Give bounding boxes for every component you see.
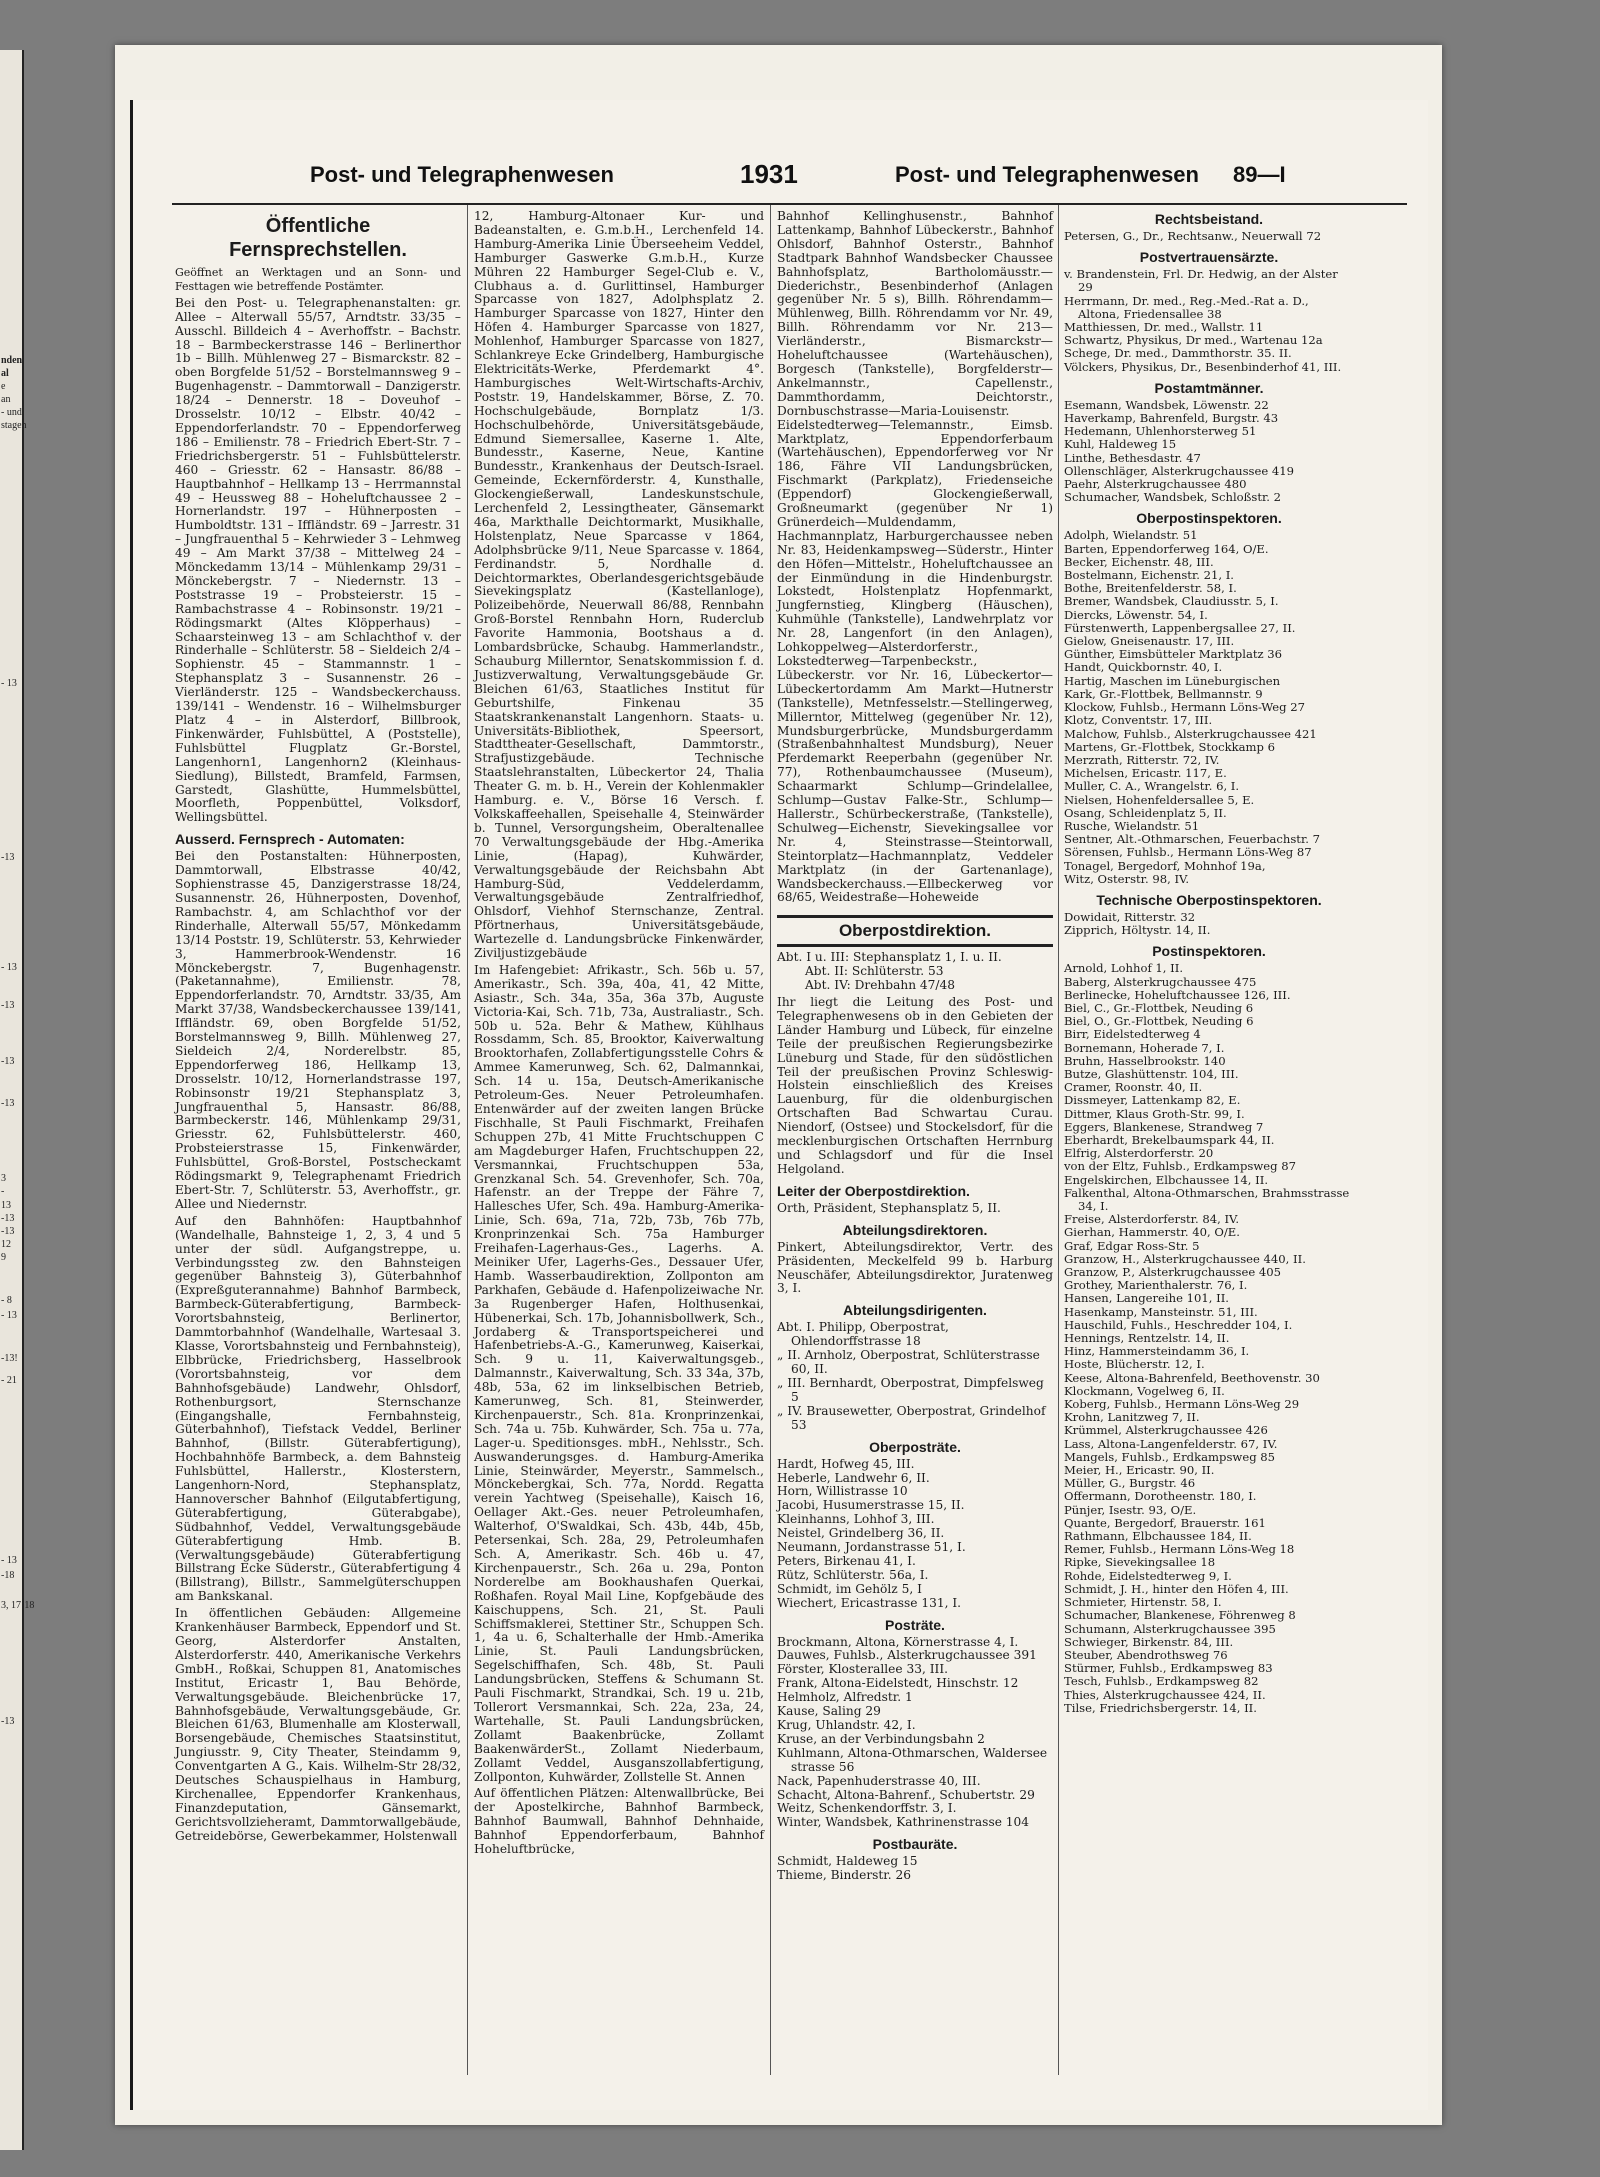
list-item: Wiechert, Ericastrasse 131, I. bbox=[777, 1595, 962, 1610]
subheading: Posträte. bbox=[885, 1616, 945, 1633]
header-rule bbox=[172, 203, 1407, 205]
list-item: Zipprich, Höltystr. 14, II. bbox=[1064, 923, 1211, 938]
list-item: Kause, Saling 29 bbox=[777, 1704, 881, 1719]
list-item: Birr, Eidelstedterweg 4 bbox=[1064, 1027, 1201, 1042]
list-item: Dowidait, Ritterstr. 32 bbox=[1064, 909, 1196, 924]
list bbox=[1064, 399, 1354, 505]
list-item: Malchow, Fuhlsb., Alsterkrugchaussee 421 bbox=[1064, 726, 1317, 741]
paragraph: Bei den Post- u. Telegraphenanstalten: gr. Allee – Alterwall 55/57, Arndtstr. 33/35 – Ausschl. Billdeich 4 – Averhoffstr. – Bachstr. 18 – Barmbeckerstrasse 146 – Berlinerthor 1b – Billh. Mühlenweg 27 – Bismarckstr. 82 – oben Borgfelde 51/52 – Borstelmannsweg 9 – Bugenhagenstr. – Dammtorwall – Danzigerstr. 18/24 – Dennerstr. 18 – Doveuhof – Drosselstr. 10/12 – Elbstr. 40/42 – Eppendorferlandstr. 70 – Eppendorferweg 186 – Emilienstr. 78 – Friedrich Ebert-Str. 7 – Friedrichsbergerstr. 51 – Fuhlsbüttelerstr. 460 – Griesstr. 62 – Hansastr. 86/88 – Hauptbahnhof – Hellkamp 13 – Herrmannstal 49 – Heussweg 88 – Hoheluftchaussee 2 – Hornerlandstr. 197 – Hühnerposten – Humboldtstr. 131 – Iffländstr. 69 – Jarrestr. 31 – Jungfrauenthal 5 – Kehrwieder 3 – Lehmweg 49 – Am Markt 37/38 – Mittelweg 24 – Mönckedamm 13/14 – Mühlenkamp 29/31 – Mönckebergstr. 7 – Niedernstr. 13 – Poststrasse 19 – Probsteierstr. 15 – Rambachstrasse 4 – Robinsonstr. 19/21 – Rödingsmarkt (Altes Klöpperhaus) – Schaarsteinweg 13 – am Schlachthof v. der Rinderhalle – Schlüterstr. 58 – Sieldeich 2/4 – Sophienstr. 45 – Stammannstr. 1 – Stephansplatz 3 – Susannenstr. 26 – Vierländerstr. 125 – Wandsbeckerchauss. 139/141 – Wendenstr. 16 – Wilhelmsburger Platz 4 – in Alsterdorf, Billbrook, Finkenwärder, Fuhlsbüttel, A (Poststelle), Fuhlsbüttel Flugplatz Gr.-Borstel, Langenhorn1, Langenhorn2 (Kleinhaus-Siedlung), Billstedt, Bramfeld, Farmsen, Garstedt, Glashütte, Hummelsbüttel, Moorfleth, Poppenbüttel, Volksdorf, Wellingsbüttel. bbox=[175, 295, 461, 825]
list-item: Kuhlmann, Altona-Othmarschen, Waldersee strasse 56 bbox=[777, 1745, 1048, 1774]
list-item: Arnold, Lohhof 1, II. bbox=[1064, 961, 1184, 976]
list-item: Osang, Schleidenplatz 5, II. bbox=[1064, 805, 1227, 820]
list-item: Hartig, Maschen im Lüneburgischen bbox=[1064, 673, 1281, 688]
list-item: Schmidt, im Gehölz 5, I bbox=[777, 1581, 922, 1596]
paragraph: Ihr liegt die Leitung des Post- und Telegraphenwesens ob in den Gebieten der Länder Hamburg und Lübeck, für einzelne Teile der preußischen Regierungsbezirke Lüneburg und Stade, für den südöstlichen Teil der preußischen Provinz Schleswig-Holstein einschließlich des Kreises Lauenburg, für die oldenburgischen Ortschaften Bad Schwartau Curau. Niendorf, (Ostsee) und Stockelsdorf, für die mecklenburgischen Ortschaften Herrnburg und Schlagsdorf und für die Insel Helgoland. bbox=[777, 995, 1053, 1176]
list-item: Barten, Eppendorferweg 164, O/E. bbox=[1064, 541, 1269, 556]
strip-text: 9 bbox=[1, 1252, 6, 1263]
paragraph: In öffentlichen Gebäuden: Allgemeine Krankenhäuser Barmbeck, Eppendorf und St. Georg, Alsterdorfer Anstalten, Alsterdorferstr. 440, Amerikanische Verkehrs GmbH., Roßkai, Schuppen 81, Anatomisches Institut, Ericastr 1, Bau Behörde, Verwaltungsgebäude. Bleichenbrücke 17, Bahnhofsgebäude, Verwaltungsgebäude, Gr. Bleichen 61/63, Blumenhalle am Klosterwall, Borsengebäude, Chemisches Staatsinstitut, Jungiusstr. 9, City Theater, Steindamm 9, Conventgarten A G., Kais. Wilhelm-Str 28/32, Deutsches Schauspielhaus in Hamburg, Kirchenallee, Eppendorfer Krankenhaus, Finanzdeputation, Gänsemarkt, Gerichtsvollzieheramt, Dammtorwallgebäude, Getreidebörse, Gewerbekammer, Holstenwall bbox=[175, 1606, 461, 1843]
list-item: Mangels, Fuhlsb., Erdkampsweg 85 bbox=[1064, 1449, 1276, 1464]
list-item: Gielow, Gneisenaustr. 17, III. bbox=[1064, 634, 1235, 649]
paragraph: Bahnhof Kellinghusenstr., Bahnhof Lattenkamp, Bahnhof Lübeckerstr., Bahnhof Ohlsdorf, Bahnhof Osterstr., Bahnhof Stadtpark Bahnhof Wandsbecker Chaussee Bahnhofsplatz, Bartholomäusstr.—Diederichstr., Besenbinderhof (Anlagen gegenüber Nr. 5 s), Billh. Röhrendamm—Mühlenweg, Billh. Röhrendamm vor Nr. 49, Billh. Röhrendamm vor Nr. 213—Vierländerstr., Bismarckstr—Hoheluftchaussee (Wartehäuschen), Borgesch (Tankstelle), Borgfelderstr—Ankelmannstr., Capellenstr., Dammthordamm, Deichtorstr., Dornbuschstrasse—Maria-Louisenstr. Eidelstedterweg—Telemannstr., Eimsb. Marktplatz, Eppendorferbaum (Wartehäuschen), Eppendorferweg vor Nr 186, Fähre VII Landungsbrücken, Fischmarkt (Parkplatz), Friedenseiche (Eppendorf) Glockengießerwall, Großneumarkt (gegenüber Nr 1) Grünerdeich—Muldendamm, Hachmannplatz, Harburgerchaussee neben Nr. 83, Heidenkampsweg—Süderstr., Hinter den Höfen—Mittelstr., Hoheluftchaussee an der Einmündung in die Hindenburgstr. Lokstedt, Holstenplatz Hopfenmarkt, Jungfernstieg, Klingberg (Häuschen), Kuhmühle (Tankstelle), Landwehrplatz vor Nr. 28, Langenfort (in den Anlagen), Lohkoppelweg—Alsterdorferstr., Lokstedterweg—Tarpenbeckstr., Lübeckerstr. vor Nr. 16, Lübeckertor—Lübeckertordamm Am Markt—Hutnerstr (Tankstelle), Metnfesselstr.—Stellingerweg, Millerntor, Mittelweg (gegenüber Nr. 12), Mundsburgerbrücke, Mundsburgerdamm (Straßenbahnhaltest Mundsburg), Neuer Pferdemarkt Reeperbahn (gegenüber Nr. 77), Rothenbaumchaussee (Museum), Schaarmarkt Schlump—Grindelallee, Schlump—Gustav Falke-Str., Schlump—Hallerstr., Schürbeckerstraße, (Tankstelle), Schulweg—Eichenstr, Sievekingsallee vor Nr. 4, Steinstrasse—Steintorwall, Steintorplatz—Hachmannplatz, Veddeler Marktplatz (in der Gartenanlage), Wandsbeckerchauss.—Ellbeckerweg vor 68/65, Weidestraße—Hoheweide bbox=[777, 209, 1053, 905]
list-item: Tonagel, Bergedorf, Mohnhof 19a, bbox=[1064, 858, 1266, 873]
page-number: 89—I bbox=[1233, 162, 1286, 187]
address-line: Abt. II: Schlüterstr. 53 bbox=[805, 964, 944, 979]
list-item: Elfrig, Alsterdorferstr. 20 bbox=[1064, 1146, 1214, 1161]
list-item: Dauwes, Fuhlsb., Alsterkrugchaussee 391 bbox=[777, 1648, 1037, 1663]
list-item: Ripke, Sievekingsallee 18 bbox=[1064, 1555, 1216, 1570]
list-item: Nack, Papenhuderstrasse 40, III. bbox=[777, 1773, 981, 1788]
list-item: Hinz, Hammersteindamm 36, I. bbox=[1064, 1344, 1250, 1359]
header-year: 1931 bbox=[740, 159, 798, 189]
list-item: Klotz, Conventstr. 17, III. bbox=[1064, 713, 1213, 728]
list-item: Rohde, Eidelstedterweg 9, I. bbox=[1064, 1568, 1232, 1583]
paragraph: Bei den Postanstalten: Hühnerposten, Dammtorwall, Elbstrasse 40/42, Sophienstrasse 45, Danzigerstrasse 18/24, Susannenstr. 26, Hühnerposten, Dovenhof, Rambachstr. 4, am Schlachthof vor der Rinderhalle, Alterwall 55/57, Mönkedamm 13/14 Poststr. 19, Schlüterstr. 53, Kehrwieder 3, Hammerbrook-Wendenstr. 16 Mönckebergstr. 7, Bugenhagenstr. (Paketannahme), Emilienstr. 78, Eppendorferlandstr. 70, Arndtstr. 33/35, Am Markt 37/38, Wandsbeckerchaussee 139/141, Iffländstr. 69, oben Borgfelde 51/52, Borstelmannsweg 9, Billh. Mühlenweg 27, Sieldeich 2/4, Norderelbstr. 85, Eppendorferweg 186, Hellkamp 13, Drosselstr. 10/12, Hornerlandstrasse 197, Robinsonstr 19/21 Stephansplatz 3, Jungfrauenthal 5, Hansastr. 86/88, Barmbeckerstr. 146, Mühlenkamp 29/31, Griesstr. 62, Fuhlsbüttelerstr. 460, Probsteierstrasse 15, Finkenwärder, Fuhlsbüttel, Groß-Borstel, Postscheckamt Rödingsmarkt 9, Telegraphenamt Friedrich Ebert-Str. 7, Schlüterstr. 53, Averhoffstr., gr. Allee und Niedernstr. bbox=[175, 849, 461, 1211]
paragraph: Auf öffentlichen Plätzen: Altenwallbrücke, Bei der Apostelkirche, Bahnhof Barmbeck, Bahnhof Baumwall, Bahnhof Dehnhaide, Bahnhof Eppendorferbaum, Bahnhof Hoheluftbrücke, bbox=[474, 1786, 764, 1857]
list-item: Schumacher, Blankenese, Föhrenweg 8 bbox=[1064, 1608, 1296, 1623]
list-item: Neumann, Jordanstrasse 51, I. bbox=[777, 1540, 966, 1555]
list-item: Pünjer, Isestr. 93, O/E. bbox=[1064, 1502, 1197, 1517]
strip-text: stagen bbox=[1, 420, 27, 431]
strip-text: - 13 bbox=[1, 1555, 17, 1566]
list-item: Matthiessen, Dr. med., Wallstr. 11 bbox=[1064, 320, 1264, 335]
list bbox=[1064, 268, 1354, 374]
list-item: Steuber, Abendrothsweg 76 bbox=[1064, 1647, 1228, 1662]
list-item: Thies, Alsterkrugchaussee 424, II. bbox=[1064, 1687, 1266, 1702]
list-item: Thieme, Binderstr. 26 bbox=[777, 1868, 912, 1883]
column-4 bbox=[1064, 210, 1354, 2090]
list-item: Eberhardt, Brekelbaumspark 44, II. bbox=[1064, 1132, 1275, 1147]
strip-text: -13! bbox=[1, 1353, 18, 1364]
list-item: Fürstenwerth, Lappenbergsallee 27, II. bbox=[1064, 620, 1296, 635]
list-item: Witz, Osterstr. 98, IV. bbox=[1064, 871, 1190, 886]
list-item: Jacobi, Husumerstrasse 15, II. bbox=[777, 1498, 965, 1513]
strip-text: - 13 bbox=[1, 678, 17, 689]
list-item: Ollenschläger, Alsterkrugchaussee 419 bbox=[1064, 463, 1295, 478]
list-item: Hasenkamp, Mansteinstr. 51, III. bbox=[1064, 1304, 1258, 1319]
oberpostdirektion-box bbox=[777, 915, 1053, 947]
list-item: Herrmann, Dr. med., Reg.-Med.-Rat a. D., Altona, Friedensallee 38 bbox=[1064, 293, 1309, 321]
list-item: Hedemann, Uhlenhorsterweg 51 bbox=[1064, 424, 1257, 439]
list-item: Krug, Uhlandstr. 42, I. bbox=[777, 1718, 916, 1732]
address-line: Abt. I u. III: Stephansplatz 1, I. u. II. bbox=[777, 950, 1002, 965]
header-right-title: Post- und Telegraphenwesen bbox=[895, 162, 1199, 187]
column-1 bbox=[175, 210, 461, 2090]
list bbox=[777, 1321, 1053, 1432]
list-item: Horn, Willistrasse 10 bbox=[777, 1484, 908, 1499]
list-item: Offermann, Dorotheenstr. 180, I. bbox=[1064, 1489, 1257, 1504]
list-item: von der Eltz, Fuhlsb., Erdkampsweg 87 bbox=[1064, 1159, 1296, 1174]
strip-text: - 21 bbox=[1, 1375, 17, 1386]
list-item: Biel, C., Gr.-Flottbek, Neuding 6 bbox=[1064, 1000, 1254, 1015]
list-item: Bostelmann, Eichenstr. 21, I. bbox=[1064, 568, 1234, 583]
paragraph: Geöffnet an Werktagen und an Sonn- und Festtagen wie betreffende Postämter. bbox=[175, 266, 461, 293]
list-item: Lass, Altona-Langenfelderstr. 67, IV. bbox=[1064, 1436, 1278, 1451]
list-item: Granzow, H., Alsterkrugchaussee 440, II. bbox=[1064, 1251, 1306, 1266]
list-item: Michelsen, Ericastr. 117, E. bbox=[1064, 766, 1227, 781]
subheading: Technische Oberpostinspektoren. bbox=[1096, 891, 1322, 908]
running-header bbox=[175, 159, 1315, 196]
list-item: Schmidt, Haldeweg 15 bbox=[777, 1854, 918, 1869]
column-2 bbox=[474, 210, 764, 2090]
list-item: Granzow, P., Alsterkrugchaussee 405 bbox=[1064, 1265, 1282, 1280]
strip-text: al bbox=[1, 368, 9, 379]
strip-text: nden bbox=[1, 355, 23, 366]
list-item: Krümmel, Alsterkrugchaussee 426 bbox=[1064, 1423, 1268, 1438]
strip-text: 12 bbox=[1, 1239, 11, 1250]
list-item: Dittmer, Klaus Groth-Str. 99, I. bbox=[1064, 1106, 1245, 1121]
strip-text: e bbox=[1, 381, 6, 392]
list-item: Krohn, Lanitzweg 7, II. bbox=[1064, 1410, 1200, 1425]
list-item: Kleinhanns, Lohhof 3, III. bbox=[777, 1512, 935, 1527]
list-item: Falkenthal, Altona-Othmarschen, Brahmsstrasse 34, I. bbox=[1064, 1185, 1350, 1213]
list-item: Butze, Glashüttenstr. 104, III. bbox=[1064, 1066, 1239, 1081]
list-item: Baberg, Alsterkrugchaussee 475 bbox=[1064, 974, 1257, 989]
list-item: Klockow, Fuhlsb., Hermann Löns-Weg 27 bbox=[1064, 700, 1305, 715]
list-item: Esemann, Wandsbek, Löwenstr. 22 bbox=[1064, 397, 1269, 412]
list-item: Frank, Altona-Eidelstedt, Hinschstr. 12 bbox=[777, 1676, 1019, 1691]
list-item: Rathmann, Elbchaussee 184, II. bbox=[1064, 1529, 1252, 1544]
list-item: Weitz, Schenkendorffstr. 3, I. bbox=[777, 1801, 957, 1816]
list-item: Paehr, Alsterkrugchaussee 480 bbox=[1064, 477, 1247, 492]
list-item: Müller, G., Burgstr. 46 bbox=[1064, 1476, 1196, 1491]
list-item: Schmieter, Hirtenstr. 58, I. bbox=[1064, 1595, 1222, 1610]
list-item: Eggers, Blankenese, Strandweg 7 bbox=[1064, 1119, 1264, 1134]
list-item: Schege, Dr. med., Dammthorstr. 35. II. bbox=[1064, 346, 1292, 361]
strip-text: - 13 bbox=[1, 962, 17, 973]
list-item: Hennings, Rentzelstr. 14, II. bbox=[1064, 1331, 1230, 1346]
list-item: Bothe, Breitenfelderstr. 58, I. bbox=[1064, 581, 1237, 596]
strip-text: -13 bbox=[1, 1716, 15, 1727]
adjacent-page-strip bbox=[0, 50, 35, 2150]
list-item: Rusche, Wielandstr. 51 bbox=[1064, 818, 1200, 833]
list bbox=[1064, 962, 1354, 1715]
list-item: Tilse, Friedrichsbergerstr. 14, II. bbox=[1064, 1700, 1257, 1715]
list-item: Bornemann, Hoherade 7, I. bbox=[1064, 1040, 1225, 1055]
subheading: Postvertrauensärzte. bbox=[1139, 249, 1279, 266]
list-item: Förster, Klosterallee 33, III. bbox=[777, 1662, 949, 1677]
column-divider bbox=[770, 205, 771, 2075]
list-item: Graf, Edgar Ross-Str. 5 bbox=[1064, 1238, 1200, 1253]
subheading: Rechtsbeistand. bbox=[1154, 211, 1264, 227]
strip-text: -13 bbox=[1, 1213, 15, 1224]
list-item: Völckers, Physikus, Dr., Besenbinderhof 41, III. bbox=[1064, 359, 1342, 374]
strip-text: -13 bbox=[1, 1226, 15, 1237]
subheading: Ausserd. Fernsprech - Automaten: bbox=[175, 831, 405, 848]
list-item: Becker, Eichenstr. 48, III. bbox=[1064, 554, 1214, 569]
list-item: Schmidt, J. H., hinter den Höfen 4, III. bbox=[1064, 1581, 1289, 1596]
column-divider bbox=[1058, 205, 1059, 2075]
strip-text: - bbox=[1, 1186, 5, 1197]
list-item: Kark, Gr.-Flottbek, Bellmannstr. 9 bbox=[1064, 686, 1263, 701]
strip-text: 3, 17·18 bbox=[1, 1600, 35, 1611]
subheading: Abteilungsdirektoren. bbox=[842, 1221, 988, 1238]
list-item: „ II. Arnholz, Oberpostrat, Schlüterstrasse 60, II. bbox=[777, 1348, 1040, 1377]
list-item: Tesch, Fuhlsb., Erdkampsweg 82 bbox=[1064, 1674, 1259, 1689]
strip-text: -13 bbox=[1, 1000, 15, 1011]
strip-text: -13 bbox=[1, 1056, 15, 1067]
section-title: Öffentliche Fernsprechstellen. bbox=[229, 215, 407, 261]
list-item: Hansen, Langereihe 101, II. bbox=[1064, 1291, 1229, 1306]
paragraph: Petersen, G., Dr., Rechtsanw., Neuerwall 72 bbox=[1064, 229, 1322, 243]
list-item: Koberg, Fuhlsb., Hermann Löns-Weg 29 bbox=[1064, 1397, 1300, 1412]
strip-text: 13 bbox=[1, 1200, 11, 1211]
list-item: Günther, Eimsbütteler Marktplatz 36 bbox=[1064, 647, 1283, 662]
list-item: Martens, Gr.-Flottbek, Stockkamp 6 bbox=[1064, 739, 1276, 754]
list-item: Peters, Birkenau 41, I. bbox=[777, 1553, 916, 1568]
subheading: Leiter der Oberpostdirektion. bbox=[777, 1182, 970, 1199]
header-left-title: Post- und Telegraphenwesen bbox=[310, 162, 614, 187]
list-item: Schwieger, Birkenstr. 84, III. bbox=[1064, 1634, 1234, 1649]
subheading: Postinspektoren. bbox=[1152, 943, 1266, 960]
list-item: Klockmann, Vogelweg 6, II. bbox=[1064, 1383, 1225, 1398]
subheading: Postamtmänner. bbox=[1154, 379, 1264, 396]
list-item: Sentner, Alt.-Othmarschen, Feuerbachstr. 7 bbox=[1064, 832, 1320, 847]
paragraph: Pinkert, Abteilungsdirektor, Vertr. des Präsidenten, Meckelfeld 99 b. Harburg Neuschäfer, Abteilungsdirektor, Juratenweg 3, I. bbox=[777, 1239, 1053, 1296]
strip-text: -18 bbox=[1, 1570, 15, 1581]
section-title: Oberpostdirektion. bbox=[838, 921, 992, 941]
list-item: Schumann, Alsterkrugchaussee 395 bbox=[1064, 1621, 1276, 1636]
column-3 bbox=[777, 210, 1053, 2090]
list-item: Haverkamp, Bahrenfeld, Burgstr. 43 bbox=[1064, 411, 1279, 426]
list-item: Stürmer, Fuhlsb., Erdkampsweg 83 bbox=[1064, 1661, 1273, 1676]
subheading: Oberposträte. bbox=[869, 1438, 961, 1455]
list-item: Bremer, Wandsbek, Claudiusstr. 5, I. bbox=[1064, 594, 1279, 609]
address-line: Abt. IV: Drehbahn 47/48 bbox=[805, 978, 956, 993]
list bbox=[777, 1636, 1053, 1831]
list-item: Remer, Fuhlsb., Hermann Löns-Weg 18 bbox=[1064, 1542, 1295, 1557]
list-item: Handt, Quickbornstr. 40, I. bbox=[1064, 660, 1223, 675]
list-item: Abt. I. Philipp, Oberpostrat, Ohlendorffstrasse 18 bbox=[777, 1320, 949, 1349]
list-item: Hardt, Hofweg 45, III. bbox=[777, 1456, 915, 1471]
paragraph: Orth, Präsident, Stephansplatz 5, II. bbox=[777, 1200, 1001, 1215]
list-item: Keese, Altona-Bahrenfeld, Beethovenstr. 30 bbox=[1064, 1370, 1320, 1385]
list bbox=[777, 1458, 1053, 1611]
strip-text: 3 bbox=[1, 1173, 6, 1184]
list-item: „ IV. Brausewetter, Oberpostrat, Grindelhof 53 bbox=[777, 1403, 1046, 1432]
list-item: Gierhan, Hammerstr. 40, O/E. bbox=[1064, 1225, 1240, 1240]
list-item: v. Brandenstein, Frl. Dr. Hedwig, an der Alster 29 bbox=[1064, 267, 1338, 295]
list-item: Schacht, Altona-Bahrenf., Schubertstr. 29 bbox=[777, 1787, 1035, 1802]
list-item: Quante, Bergedorf, Brauerstr. 161 bbox=[1064, 1515, 1266, 1530]
paragraph: 12, Hamburg-Altonaer Kur- und Badeanstalten, e. G.m.b.H., Lerchenfeld 14. Hamburg-Amerika Linie Überseeheim Veddel, Hamburger Gaswerke G.m.b.H., Kurze Mühren 22 Hamburger Segel-Club e. V., Clubhaus a. d. Gurlittinsel, Hamburger Sparcasse von 1827, Adolphsplatz 2. Hamburger Sparcasse von 1827, Hinter den Höfen 4. Hamburger Sparcasse von 1827, Mohlenhof, Hamburger Sparcasse von 1827, Schlankreye Ecke Grindelberg, Hamburgische Elektricitäts-Werke, Pferdemarkt 4°. Hamburgisches Welt-Wirtschafts-Archiv, Poststr. 19, Handelskammer, Börse, Z. 70. Hochschulgebäude, Bornplatz 1/3. Hochschulbehörde, Universitätsgebäude, Edmund Siemersallee, Kaserne 1. Alte, Bundesstr., Kaserne, Neue, Kantine Bundesstr., Krankenhaus der Deutsch-Israel. Gemeinde, Eckernförderstr. 4, Kunsthalle, Glockengießerwall, Landeskunstschule, Lerchenfeld 2, Lessingtheater, Gänsemarkt 46a, Markthalle Deichtormarkt, Musikhalle, Holstenplatz, Neue Sparcasse v 1864, Adolphsbrücke 9/11, Neue Sparcasse v. 1864, Ferdinandstr. 5, Nordhalle d. Deichtormarktes, Oberlandesgerichtsgebäude Sievekingsplatz (Kastellanloge), Polizeibehörde, Neuerwall 86/88, Rennbahn Groß-Borstel Rennbahn Horn, Ruderclub Favorite Hammonia, Bootshaus a d. Lombardsbrücke, Schaubg. Hammerlandstr., Schauburg Millerntor, Senatskommission f. d. Justizverwaltung, Verwaltungsgebäude Gr. Bleichen 61/63, Staatliches Institut für Geburtshilfe, Finkenau 35 Staatskrankenanstalt Langenhorn. Staats- u. Universitäts-Bibliothek, Speersort, Stadttheater-Gesellschaft, Dammtorstr., Strafjustizgebäude. Technische Staatslehranstalten, Lübeckertor 24, Thalia Theater G. m. b. H., Verein der Kohlenmakler Hamburg. e. V., Börse 16 Versch. f. Volkskaffeehallen, Speisehalle 4, Steinwärder b. Tunnel, Versorgungsheim, Oberaltenallee 70 Verwaltungsgebäude der Hbg.-Amerika Linie, (Hapag), Kuhwärder, Verwaltungsgebäude der Reichsbahn Abt Hamburg-Süd, Veddelerdamm, Verwaltungsgebäude Zentralfriedhof, Ohlsdorf, Viehhof Sternschanze, Zentral. Pförtnerhaus, Universitätsgebäude, Wartezelle d. Landungsbrücke Finkenwärder, Ziviljustizgebäude bbox=[474, 209, 764, 961]
list-item: Adolph, Wielandstr. 51 bbox=[1064, 528, 1198, 543]
list-item: Hoste, Blücherstr. 12, I. bbox=[1064, 1357, 1205, 1372]
list-item: Helmholz, Alfredstr. 1 bbox=[777, 1690, 913, 1705]
list-item: Brockmann, Altona, Körnerstrasse 4, I. bbox=[777, 1634, 1019, 1649]
list-item: Engelskirchen, Elbchaussee 14, II. bbox=[1064, 1172, 1269, 1187]
list-item: „ III. Bernhardt, Oberpostrat, Dimpfelsweg 5 bbox=[777, 1375, 1044, 1404]
subheading: Abteilungsdirigenten. bbox=[843, 1302, 987, 1319]
list-item: Nielsen, Hohenfeldersallee 5, E. bbox=[1064, 792, 1255, 807]
paragraph: Auf den Bahnhöfen: Hauptbahnhof (Wandelhalle, Bahnsteige 1, 2, 3, 4 und 5 unter der südl. Aufgangstreppe, u. Verbindungssteg zw. den Bahnsteigen gegenüber Bahnsteig 3), Güterbahnhof (Expreßguterannahme) Bahnhof Barmbeck, Barmbeck-Güterabfertigung, Barmbeck-Vorortsbahnsteig, Berlinertor, Dammtorbahnhof (Wandelhalle, Wartesaal 3. Klasse, Vorortsbahnsteig und Fernbahnsteig), Elbbrücke, Friedrichsberg, Hasselbrook (Vorortsbahnsteig, vor dem Bahnhofsgebäude) Landwehr, Ohlsdorf, Rothenburgsort, Sternschanze (Eingangshalle, Fernbahnsteig, Güterbahnhof), Tiefstack Veddel, Berliner Bahnhof, (Billstr. Güterabfertigung), Hochbahnhöfe Barmbeck, a. dem Bahnsteig Fuhlsbüttel, Hallerstr., Klosterstern, Langenhorn-Nord, Stephansplatz, Hannoverscher Bahnhof (Eilgutabfertigung, Güterabfertigung, Güterabgabe), Südbahnhof, Veddel, Verwaltungsgebäude Güterabfertigung Hmb. B. (Verwaltungsgebäude) Güterabfertigung Billstrang Ecke Süderstr., Güterabfertigung 4 (Billstrang), Billstr., Sammelgüterschuppen am Bankskanal. bbox=[175, 1213, 461, 1604]
list bbox=[1064, 911, 1354, 937]
list-item: Merzrath, Ritterstr. 72, IV. bbox=[1064, 752, 1220, 767]
list-item: Biel, O., Gr.-Flottbek, Neuding 6 bbox=[1064, 1014, 1254, 1029]
strip-text: - 13 bbox=[1, 1310, 17, 1321]
list-item: Freise, Alsterdorferstr. 84, IV. bbox=[1064, 1212, 1240, 1227]
list bbox=[777, 1855, 1053, 1883]
strip-text: an bbox=[1, 394, 11, 405]
strip-text: -13 bbox=[1, 1098, 15, 1109]
list-item: Kuhl, Haldeweg 15 bbox=[1064, 437, 1177, 452]
list-item: Kruse, an der Verbindungsbahn 2 bbox=[777, 1731, 985, 1746]
strip-text: - 8 bbox=[1, 1295, 12, 1306]
list-item: Rütz, Schlüterstr. 56a, I. bbox=[777, 1567, 929, 1582]
list-item: Schwartz, Physikus, Dr med., Wartenau 12a bbox=[1064, 333, 1323, 348]
subheading: Postbauräte. bbox=[872, 1836, 958, 1853]
list bbox=[1064, 529, 1354, 885]
paragraph: Im Hafengebiet: Afrikastr., Sch. 56b u. 57, Amerikastr., Sch. 39a, 40a, 41, 42 Mitte, Asiastr., Sch. 34a, 35a, 36a 37b, Auguste Victoria-Kai, Sch. 71b, 73a, Australiastr., Sch. 50b u. 52a. Behr & Mathew, Kühlhaus Rossdamm, Sch. 85, Brooktor, Kaiverwaltung Brooktorhafen, Zollabfertigungsstelle Cohrs & Ammee Kamerunweg, Sch. 62, Dalmannkai, Sch. 14 u. 15a, Deutsch-Amerikanische Petroleum-Ges. Neuer Petroleumhafen. Entenwärder auf der zweiten langen Brücke Fischhalle, St Pauli Fischmarkt, Freihafen Schuppen 27b, 41 Mitte Fruchtschuppen C am Magdeburger Hafen, Fruchtschuppen 22, Versmannkai, Fruchtschuppen 53a, Grenzkanal Sch. 54. Grevenhofer, Sch. 70a, Hafenstr. an der Treppe der Fähre 7, Hallesches Ufer, Sch. 49a. Hamburg-Amerika-Linie, Sch. 69a, 71a, 72b, 73b, 76b 77b, Kronprinzenkai Sch. 75a Hamburger Freihafen-Lagerhaus-Ges., Lagerhs. A. Meiniker Ufer, Lagerhs-Ges., Dessauer Ufer, Hamb. Wasserbaudirektion, Zollponton am Parkhafen, Gebäude d. Hafenpolizeiwache Nr. 3a Rugenberger Hafen, Holthusenkai, Hübenerkai, Sch. 17b, Johannisbollwerk, Sch., Jordaberg & Transportspeicherei und Hafenbetriebs-A.-G., Kamerunweg, Kaiserkai, Sch. 9 u. 11, Kaiverwaltungsgeb., Dalmannstr., Kaiverwaltung, Sch. 33 34a, 37b, 48b, 53a, 62 im linkselbischen Betrieb, Kamerunweg, Sch. 81, Steinwerder, Kirchenpauerstr., Sch. 81a. Kronprinzenkai, Sch. 74a u. 75b. Kuhwärder, Sch. 75a u. 77a, Lager-u. Speditionsges. mbH., Nehlsstr., Sch. Auswanderungsges. d. Hamburg-Amerika Linie, Steinwärder, Meyerstr., Sammelsch., Mönckebergkai, Sch. 77a, Nordd. Regatta verein Yachtweg (Speisehalle), Kaisch 16, Oellager Akt.-Ges. neuer Petroleumhafen, Walterhof, O'Swaldkai, Sch. 43b, 44b, 45b, Petersenkai, Sch. 28a, 29, Petroleumhafen Sch. A, Amerikastr. Sch. 46b u. 47, Kirchenpauerstr., Sch. 26a u. 29a, Ponton Norderelbe am Bookhaushafen Querkai, Roßhafen. Royal Mail Line, Kopfgebäude des Kaischuppens, Sch. 21, St. Pauli Schiffsmaklerei, Stettiner Str., Schuppen Sch. 1, 4a u. 6, Schalterhalle der Hmb.-Amerika Linie, St. Pauli Landungsbrücken, Segelschiffhafen, Sch. 48b, St. Pauli Landungsbrücken, Steffens & Schumann St. Pauli Fischmarkt, Strandkai, Sch. 19 u. 21b, Tollerort Versmannkai, Sch. 22a, 23a, 24, Wartehalle, St. Pauli Landungsbrücken, Zollamt Baakenbrücke, Zollamt BaakenwärderSt., Zollamt Niederbaum, Zollamt Veddel, Ausganszollabfertigung, Zollponton, Kuhwärder, Zollstelle St. Annen bbox=[474, 962, 764, 1784]
subheading: Oberpostinspektoren. bbox=[1136, 510, 1282, 527]
list-item: Meier, H., Ericastr. 90, II. bbox=[1064, 1463, 1215, 1478]
list-item: Neistel, Grindelberg 36, II. bbox=[777, 1526, 945, 1541]
list-item: Dissmeyer, Lattenkamp 82, E. bbox=[1064, 1093, 1241, 1108]
list-item: Berlinecke, Hoheluftchaussee 126, III. bbox=[1064, 987, 1291, 1002]
list-item: Grothey, Marienthalerstr. 76, I. bbox=[1064, 1278, 1248, 1293]
list-item: Heberle, Landwehr 6, II. bbox=[777, 1470, 930, 1485]
list-item: Bruhn, Hasselbrookstr. 140 bbox=[1064, 1053, 1226, 1068]
list-item: Winter, Wandsbek, Kathrinenstrasse 104 bbox=[777, 1815, 1030, 1830]
strip-text: -13 bbox=[1, 852, 15, 863]
list-item: Muller, C. A., Wrangelstr. 6, I. bbox=[1064, 779, 1240, 794]
list-item: Hauschild, Fuhls., Heschredder 104, I. bbox=[1064, 1317, 1293, 1332]
list-item: Diercks, Löwenstr. 54, I. bbox=[1064, 607, 1208, 622]
column-divider bbox=[467, 205, 468, 2075]
list-item: Sörensen, Fuhlsb., Hermann Löns-Weg 87 bbox=[1064, 845, 1312, 860]
list-item: Cramer, Roonstr. 40, II. bbox=[1064, 1080, 1203, 1095]
list-item: Linthe, Bethesdastr. 47 bbox=[1064, 450, 1201, 465]
strip-text: - und bbox=[1, 407, 22, 418]
list-item: Schumacher, Wandsbek, Schloßstr. 2 bbox=[1064, 490, 1282, 505]
